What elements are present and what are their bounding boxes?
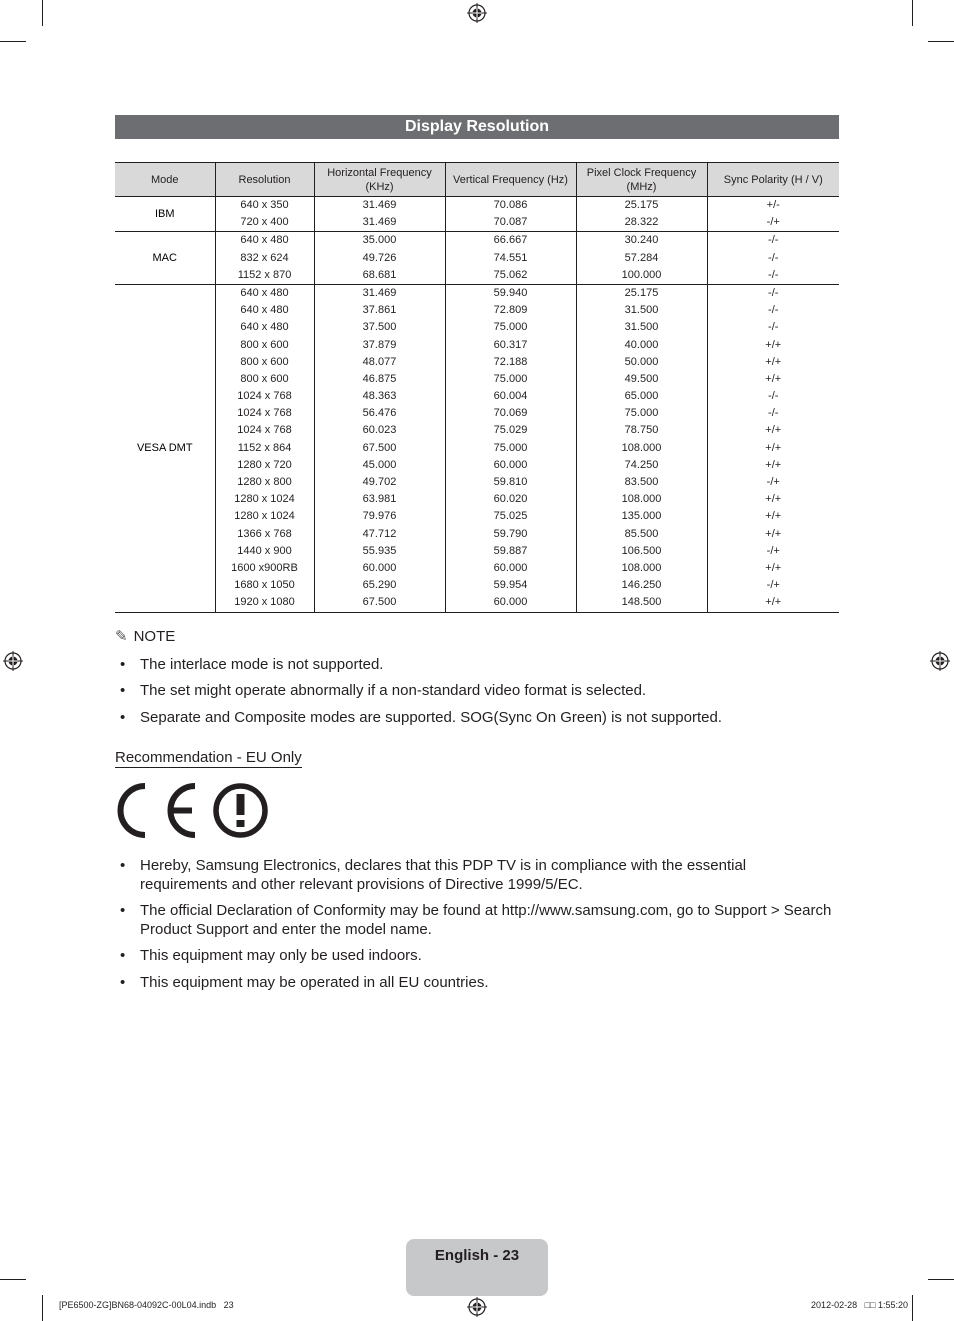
registration-mark-icon bbox=[930, 651, 950, 671]
horizontal-frequency-cell: 37.861 bbox=[362, 304, 397, 317]
horizontal-frequency-cell: 31.469 bbox=[362, 199, 397, 211]
pencil-icon: ✎ bbox=[115, 627, 128, 645]
horizontal-frequency-cell: 67.500 bbox=[362, 441, 397, 454]
value-column bbox=[576, 232, 707, 285]
horizontal-frequency-cell: 35.000 bbox=[362, 234, 397, 247]
value-column bbox=[445, 197, 576, 232]
vertical-frequency-cell: 60.000 bbox=[493, 561, 528, 574]
value-column bbox=[576, 197, 707, 232]
sync-polarity-cell: +/+ bbox=[765, 596, 782, 609]
vertical-frequency-cell: 74.551 bbox=[493, 251, 528, 264]
vertical-frequency-cell: 70.086 bbox=[493, 199, 528, 211]
horizontal-frequency-cell: 49.702 bbox=[362, 476, 397, 488]
pixel-clock-cell: 31.500 bbox=[624, 304, 659, 317]
value-column bbox=[445, 284, 576, 612]
vertical-frequency-cell: 59.954 bbox=[493, 579, 528, 592]
vertical-frequency-cell: 59.940 bbox=[493, 286, 528, 299]
resolution-cell: 832 x 624 bbox=[240, 251, 289, 264]
list-item: • Separate and Composite modes are supported. SOG(Sync On Green) is not supported. bbox=[115, 708, 835, 727]
resolution-cell: 640 x 480 bbox=[240, 321, 289, 334]
header-sync-polarity: Sync Polarity (H / V) bbox=[707, 163, 839, 197]
horizontal-frequency-cell: 37.500 bbox=[362, 321, 397, 334]
vertical-frequency-cell: 75.000 bbox=[493, 441, 528, 454]
horizontal-frequency-cell: 65.290 bbox=[362, 579, 397, 592]
pixel-clock-cell: 108.000 bbox=[621, 561, 662, 574]
value-column bbox=[215, 197, 314, 232]
sync-polarity-cell: -/- bbox=[768, 286, 779, 299]
header-pixel-clock: Pixel Clock Frequency (MHz) bbox=[576, 163, 707, 197]
vertical-frequency-cell: 72.188 bbox=[493, 355, 528, 368]
sync-polarity-cell: -/- bbox=[768, 268, 779, 281]
vertical-frequency-cell: 75.025 bbox=[493, 510, 528, 523]
value-column bbox=[314, 284, 445, 612]
value-column bbox=[314, 197, 445, 232]
vertical-frequency-cell: 70.087 bbox=[493, 216, 528, 229]
crop-mark bbox=[42, 0, 43, 26]
horizontal-frequency-cell: 67.500 bbox=[362, 596, 397, 609]
table-row bbox=[115, 284, 839, 612]
resolution-cell: 720 x 400 bbox=[240, 216, 289, 229]
sync-polarity-cell: +/+ bbox=[765, 561, 782, 574]
ce-alert-mark-icon bbox=[116, 782, 270, 840]
vertical-frequency-cell: 60.000 bbox=[493, 458, 528, 471]
file-slug: [PE6500-ZG]BN68-04092C-00L04.indb 23 bbox=[59, 1300, 234, 1310]
pixel-clock-cell: 135.000 bbox=[621, 510, 662, 523]
resolution-cell: 800 x 600 bbox=[240, 338, 289, 351]
list-item: • The set might operate abnormally if a non-standard video format is selected. bbox=[115, 681, 835, 700]
value-column bbox=[707, 232, 839, 285]
horizontal-frequency-cell: 60.000 bbox=[362, 561, 397, 574]
vertical-frequency-cell: 66.667 bbox=[493, 234, 528, 247]
resolution-cell: 1280 x 1024 bbox=[234, 510, 295, 523]
resolution-cell: 1024 x 768 bbox=[237, 390, 292, 403]
vertical-frequency-cell: 75.029 bbox=[493, 424, 528, 437]
sync-polarity-cell: +/+ bbox=[765, 355, 782, 368]
resolution-cell: 1152 x 864 bbox=[237, 441, 292, 454]
horizontal-frequency-cell: 49.726 bbox=[362, 251, 397, 264]
horizontal-frequency-cell: 47.712 bbox=[362, 527, 397, 540]
value-column bbox=[215, 284, 314, 612]
sync-polarity-cell: +/+ bbox=[765, 338, 782, 351]
sync-polarity-cell: +/+ bbox=[765, 510, 782, 523]
list-item: • Hereby, Samsung Electronics, declares that this PDP TV is in compliance with the essential requirements and other relevant provisions of Directive 1999/5/EC. bbox=[115, 856, 835, 894]
sync-polarity-cell: -/- bbox=[768, 304, 779, 317]
resolution-cell: 1920 x 1080 bbox=[234, 596, 295, 609]
mode-cell: MAC bbox=[115, 232, 215, 285]
vertical-frequency-cell: 59.810 bbox=[493, 476, 528, 488]
pixel-clock-cell: 50.000 bbox=[624, 355, 659, 368]
vertical-frequency-cell: 60.000 bbox=[493, 596, 528, 609]
pixel-clock-cell: 25.175 bbox=[624, 199, 659, 211]
sync-polarity-cell: +/+ bbox=[765, 458, 782, 471]
sync-polarity-cell: +/+ bbox=[765, 493, 782, 506]
resolution-cell: 1680 x 1050 bbox=[234, 579, 295, 592]
sync-polarity-cell: +/+ bbox=[765, 424, 782, 437]
pixel-clock-cell: 100.000 bbox=[621, 268, 662, 281]
vertical-frequency-cell: 70.069 bbox=[493, 407, 528, 420]
value-column bbox=[707, 284, 839, 612]
pixel-clock-cell: 28.322 bbox=[624, 216, 659, 229]
sync-polarity-cell: -/+ bbox=[766, 216, 780, 229]
note-heading bbox=[115, 627, 175, 645]
mode-cell: IBM bbox=[115, 197, 215, 232]
pixel-clock-cell: 31.500 bbox=[624, 321, 659, 334]
resolution-cell: 640 x 350 bbox=[240, 199, 289, 211]
mode-cell: VESA DMT bbox=[115, 284, 215, 612]
sync-polarity-cell: -/- bbox=[768, 321, 779, 334]
crop-mark bbox=[928, 1279, 954, 1280]
vertical-frequency-cell: 60.317 bbox=[493, 338, 528, 351]
value-column bbox=[576, 284, 707, 612]
list-item: • The interlace mode is not supported. bbox=[115, 655, 835, 674]
resolution-cell: 1440 x 900 bbox=[237, 544, 292, 557]
list-item: • This equipment may only be used indoors. bbox=[115, 946, 835, 965]
header-mode: Mode bbox=[115, 163, 215, 197]
pixel-clock-cell: 74.250 bbox=[624, 458, 659, 471]
horizontal-frequency-cell: 56.476 bbox=[362, 407, 397, 420]
pixel-clock-cell: 108.000 bbox=[621, 441, 662, 454]
horizontal-frequency-cell: 46.875 bbox=[362, 372, 397, 385]
crop-mark bbox=[42, 1295, 43, 1321]
horizontal-frequency-cell: 37.879 bbox=[362, 338, 397, 351]
value-column bbox=[314, 232, 445, 285]
crop-mark bbox=[912, 0, 913, 26]
resolution-cell: 1280 x 1024 bbox=[234, 493, 295, 506]
registration-mark-icon bbox=[3, 651, 23, 671]
sync-polarity-cell: +/+ bbox=[765, 372, 782, 385]
resolution-cell: 800 x 600 bbox=[240, 355, 289, 368]
sync-polarity-cell: -/- bbox=[768, 234, 779, 247]
pixel-clock-cell: 83.500 bbox=[624, 476, 659, 488]
sync-polarity-cell: +/+ bbox=[765, 441, 782, 454]
sync-polarity-cell: -/+ bbox=[766, 544, 780, 557]
note-list bbox=[115, 655, 835, 727]
sync-polarity-cell: -/- bbox=[768, 251, 779, 264]
list-item: • This equipment may be operated in all EU countries. bbox=[115, 973, 835, 992]
resolution-cell: 800 x 600 bbox=[240, 372, 289, 385]
crop-mark bbox=[0, 41, 26, 42]
resolution-cell: 1152 x 870 bbox=[237, 268, 292, 281]
resolution-cell: 1366 x 768 bbox=[237, 527, 292, 540]
crop-mark bbox=[928, 41, 954, 42]
page-number: English - 23 bbox=[406, 1239, 548, 1296]
value-column bbox=[215, 232, 314, 285]
resolution-table bbox=[115, 162, 839, 613]
pixel-clock-cell: 25.175 bbox=[624, 286, 659, 299]
pixel-clock-cell: 78.750 bbox=[624, 424, 659, 437]
horizontal-frequency-cell: 55.935 bbox=[362, 544, 397, 557]
crop-mark bbox=[0, 1279, 26, 1280]
resolution-cell: 640 x 480 bbox=[240, 234, 289, 247]
vertical-frequency-cell: 59.887 bbox=[493, 544, 528, 557]
horizontal-frequency-cell: 79.976 bbox=[362, 510, 397, 523]
sync-polarity-cell: -/- bbox=[768, 390, 779, 403]
vertical-frequency-cell: 59.790 bbox=[493, 527, 528, 540]
horizontal-frequency-cell: 31.469 bbox=[362, 286, 397, 299]
crop-mark bbox=[912, 1295, 913, 1321]
resolution-cell: 1600 x900RB bbox=[231, 561, 298, 574]
pixel-clock-cell: 40.000 bbox=[624, 338, 659, 351]
list-item: • The official Declaration of Conformity may be found at http://www.samsung.com, go to Support > Search Product Support and enter the model name. bbox=[115, 901, 835, 939]
pixel-clock-cell: 108.000 bbox=[621, 493, 662, 506]
sync-polarity-cell: -/+ bbox=[766, 476, 780, 488]
sync-polarity-cell: +/+ bbox=[765, 527, 782, 540]
header-horizontal-frequency: Horizontal Frequency (KHz) bbox=[314, 163, 445, 197]
horizontal-frequency-cell: 48.363 bbox=[362, 390, 397, 403]
sync-polarity-cell: -/- bbox=[768, 407, 779, 420]
table-row bbox=[115, 197, 839, 232]
horizontal-frequency-cell: 31.469 bbox=[362, 216, 397, 229]
timestamp-slug: 2012-02-28 □□ 1:55:20 bbox=[811, 1300, 908, 1310]
registration-mark-icon bbox=[467, 1297, 487, 1317]
pixel-clock-cell: 146.250 bbox=[621, 579, 662, 592]
value-column bbox=[707, 197, 839, 232]
header-vertical-frequency: Vertical Frequency (Hz) bbox=[445, 163, 576, 197]
section-title: Display Resolution bbox=[115, 115, 839, 139]
resolution-cell: 1280 x 720 bbox=[237, 458, 292, 471]
resolution-cell: 640 x 480 bbox=[240, 286, 289, 299]
pixel-clock-cell: 57.284 bbox=[624, 251, 659, 264]
sync-polarity-cell: -/+ bbox=[766, 579, 780, 592]
recommendation-list bbox=[115, 856, 835, 992]
table-body bbox=[115, 197, 839, 613]
vertical-frequency-cell: 60.004 bbox=[493, 390, 528, 403]
horizontal-frequency-cell: 45.000 bbox=[362, 458, 397, 471]
horizontal-frequency-cell: 60.023 bbox=[362, 424, 397, 437]
pixel-clock-cell: 49.500 bbox=[624, 372, 659, 385]
registration-mark-icon bbox=[467, 3, 487, 23]
pixel-clock-cell: 65.000 bbox=[624, 390, 659, 403]
sync-polarity-cell: +/- bbox=[766, 199, 780, 211]
pixel-clock-cell: 106.500 bbox=[621, 544, 662, 557]
vertical-frequency-cell: 75.000 bbox=[493, 372, 528, 385]
pixel-clock-cell: 85.500 bbox=[624, 527, 659, 540]
pixel-clock-cell: 75.000 bbox=[624, 407, 659, 420]
horizontal-frequency-cell: 63.981 bbox=[362, 493, 397, 506]
resolution-cell: 1024 x 768 bbox=[237, 407, 292, 420]
header-resolution: Resolution bbox=[215, 163, 314, 197]
resolution-cell: 1280 x 800 bbox=[237, 476, 292, 488]
vertical-frequency-cell: 75.000 bbox=[493, 321, 528, 334]
horizontal-frequency-cell: 68.681 bbox=[362, 268, 397, 281]
horizontal-frequency-cell: 48.077 bbox=[362, 355, 397, 368]
pixel-clock-cell: 30.240 bbox=[624, 234, 659, 247]
resolution-cell: 1024 x 768 bbox=[237, 424, 292, 437]
resolution-cell: 640 x 480 bbox=[240, 304, 289, 317]
vertical-frequency-cell: 72.809 bbox=[493, 304, 528, 317]
pixel-clock-cell: 148.500 bbox=[621, 596, 662, 609]
recommendation-title: Recommendation - EU Only bbox=[115, 749, 302, 766]
value-column bbox=[445, 232, 576, 285]
note-title: NOTE bbox=[133, 628, 176, 645]
table-header-row bbox=[115, 163, 839, 197]
table-row bbox=[115, 232, 839, 285]
vertical-frequency-cell: 60.020 bbox=[493, 493, 528, 506]
vertical-frequency-cell: 75.062 bbox=[493, 268, 528, 281]
